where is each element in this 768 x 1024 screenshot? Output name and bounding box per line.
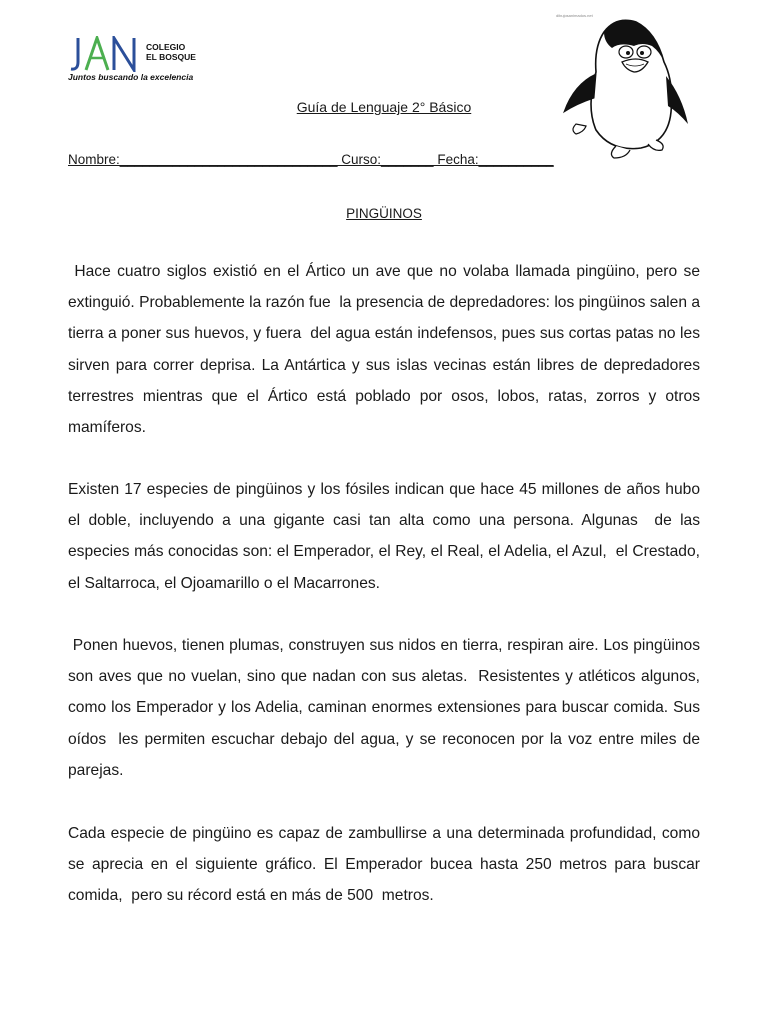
worksheet-title: Guía de Lenguaje 2° Básico [296, 99, 472, 115]
reading-paragraph-3: Ponen huevos, tienen plumas, construyen sus nidos en tierra, respiran aire. Los pingüinos son aves que no vuelan, sino que nadan con sus aletas. Resistentes y atléticos algunos, como los Emperador y los Adelia, caminan enormes extensiones para buscar comida. Sus oídos les permiten escuchar debajo del agua, y se reconocen por la voz entre miles de parejas. [68, 637, 709, 779]
student-info-line: Nombre:_____________________________ Curso:_______ Fecha:__________ [68, 152, 554, 167]
school-logo [68, 36, 248, 86]
reading-paragraph-1: Hace cuatro siglos existió en el Ártico un ave que no volaba llamada pingüino, pero se extinguió. Probablemente la razón fue la presencia de depredadores: los pingüinos salen a tierra a poner sus huevos, y fuera del agua están indefensos, pues sus cortas patas no les sirven para correr deprisa. La Antártica y sus islas vecinas están libres de depredadores terrestres mientras que el Ártico está poblado por osos, lobos, ratas, zorros y otros mamíferos. [68, 263, 705, 437]
reading-paragraph-4: Cada especie de pingüino es capaz de zambullirse a una determinada profundidad, como se aprecia en el siguiente gráfico. El Emperador bucea hasta 250 metros para buscar comida, pero su récord está en más de 500 metros. [68, 825, 705, 905]
logo-school-line2: EL BOSQUE [146, 52, 196, 62]
logo-school-name [146, 42, 196, 62]
reading-paragraph-2: Existen 17 especies de pingüinos y los fósiles indican que hace 45 millones de años hubo el doble, incluyendo a una gigante casi tan alta como una persona. Algunas de las especies más conocidas son: el Emperador, el Rey, el Real, el Adelia, el Azul, el Crestado, el Saltarroca, el Ojoamarillo o el Macarrones. [68, 481, 705, 592]
logo-tagline: Juntos buscando la excelencia [68, 72, 194, 82]
penguin-illustration-icon [556, 12, 696, 160]
jan-logo-icon [68, 36, 142, 72]
logo-school-line1: COLEGIO [146, 42, 186, 52]
image-credit: dibujosanimados.net [556, 13, 593, 18]
reading-title: PINGÜINOS [346, 206, 422, 221]
